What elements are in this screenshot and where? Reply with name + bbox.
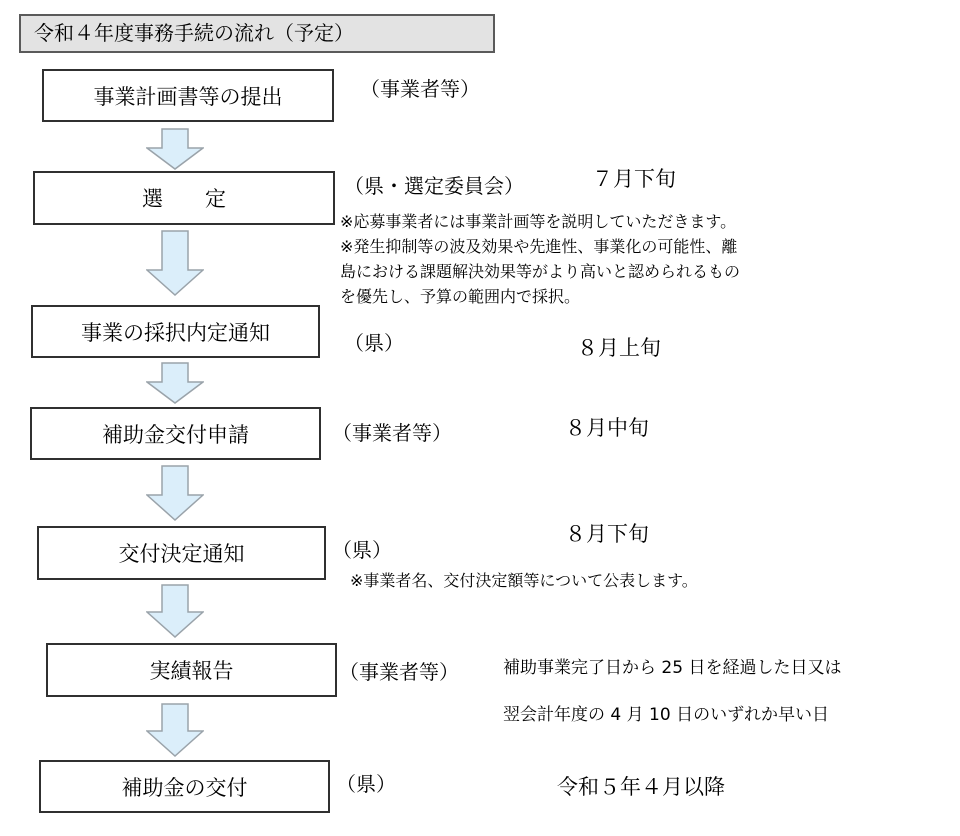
actor-decision-notice: （県） [332,538,392,562]
step-grant-application: 補助金交付申請 [30,407,321,460]
timing-decision-notice: ８月下旬 [565,522,649,546]
step-decision-notice: 交付決定通知 [37,526,326,580]
note-selection-4: を優先し、予算の範囲内で採択。 [340,287,581,306]
timing-grant-payment: 令和５年４月以降 [557,775,725,799]
actor-plan-submission: （事業者等） [360,77,480,101]
note-selection-3: 島における課題解決効果等がより高いと認められるもの [340,262,741,281]
step-performance-report: 実績報告 [46,643,337,697]
actor-adoption-notice: （県） [344,331,404,355]
actor-grant-application: （事業者等） [332,421,452,445]
actor-performance-report: （事業者等） [339,660,459,684]
step-adoption-notice: 事業の採択内定通知 [31,305,320,358]
flow-arrow-1 [146,128,204,170]
step-plan-submission: 事業計画書等の提出 [42,69,334,122]
timing-grant-application: ８月中旬 [565,416,649,440]
flow-arrow-6 [146,703,204,757]
step-selection: 選 定 [33,171,335,225]
note-report-deadline-2: 翌会計年度の 4 月 10 日のいずれか早い日 [503,705,830,725]
timing-adoption-notice: ８月上旬 [577,336,661,360]
timing-selection: ７月下旬 [592,167,676,191]
note-selection-1: ※応募事業者には事業計画等を説明していただきます。 [340,212,737,231]
note-decision: ※事業者名、交付決定額等について公表します。 [350,571,698,590]
flow-arrow-2 [146,230,204,296]
note-selection-2: ※発生抑制等の波及効果や先進性、事業化の可能性、離 [340,237,738,256]
flow-arrow-3 [146,362,204,404]
flow-arrow-4 [146,465,204,521]
actor-grant-payment: （県） [336,772,396,796]
step-grant-payment: 補助金の交付 [39,760,330,813]
flow-arrow-5 [146,584,204,638]
actor-selection: （県・選定委員会） [344,174,524,198]
page-title: 令和４年度事務手続の流れ（予定） [19,14,495,53]
note-report-deadline-1: 補助事業完了日から 25 日を経過した日又は [503,658,842,678]
